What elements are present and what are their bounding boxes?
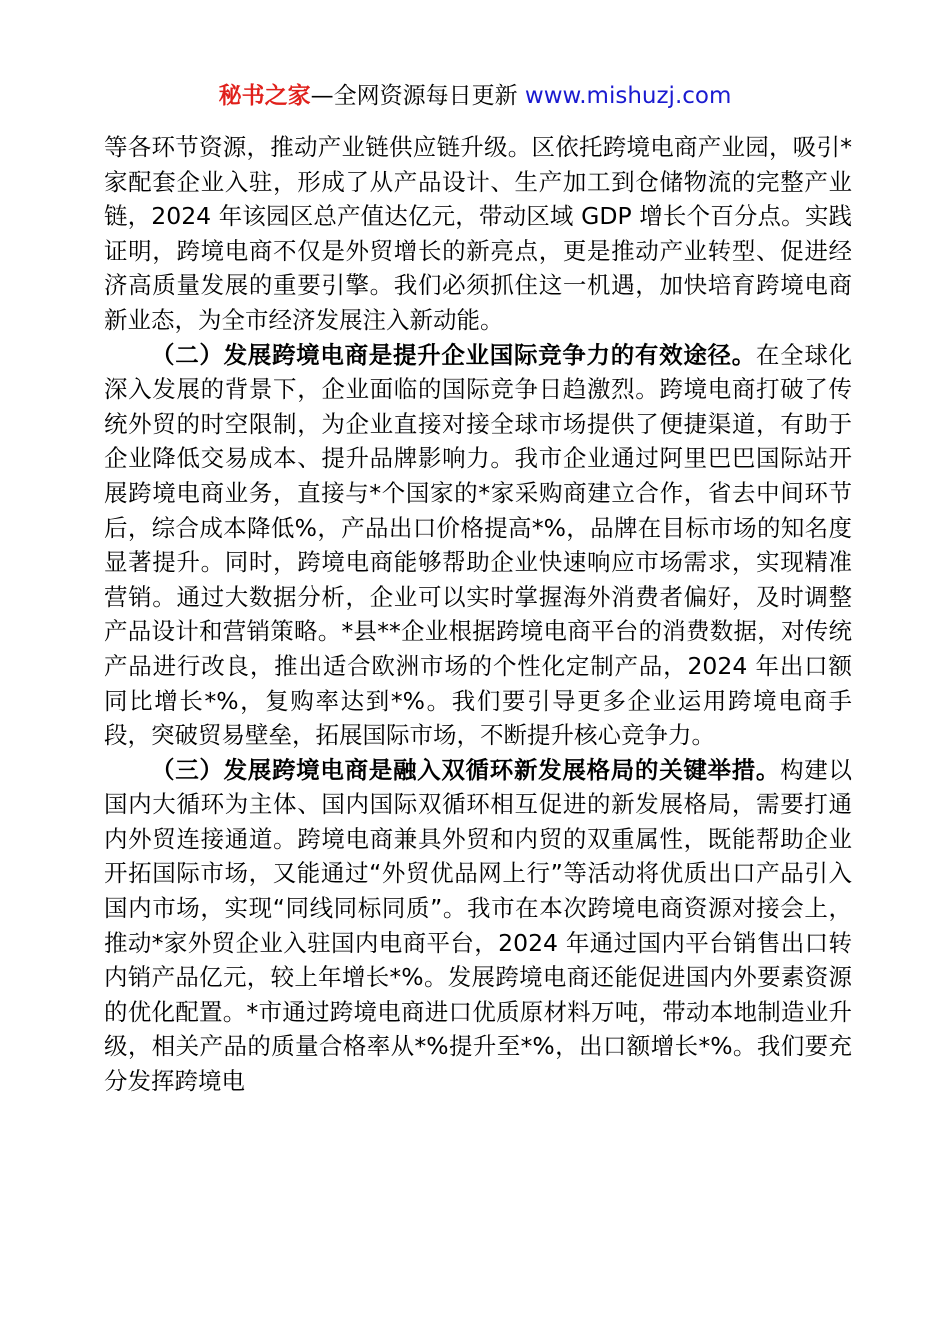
paragraph (104, 338, 852, 753)
site-url[interactable]: www.mishuzj.com (517, 83, 732, 109)
paragraph-text: 构建以国内大循环为主体、国内国际双循环相互促进的新发展格局，需要打通内外贸连接通道。跨境电商兼具外贸和内贸的双重属性，既能帮助企业开拓国际市场，又能通过“外贸优品网上行”等活动将优质出口产品引入国内市场，实现“同线同标同质”。我市在本次跨境电商资源对接会上，推动*家外贸企业入驻国内电商平台，2024 年通过国内平台销售出口转内销产品亿元，较上年增长*%。发展跨境电商还能促进国内外要素资源的优化配置。*市通过跨境电商进口优质原材料万吨，带动本地制造业升级，相关产品的质量合格率从*%提升至*%，出口额增长*%。我们要充分发挥跨境电 (104, 755, 853, 1096)
site-header (0, 78, 950, 114)
paragraph-text: 在全球化深入发展的背景下，企业面临的国际竞争日趋激烈。跨境电商打破了传统外贸的时空限制，为企业直接对接全球市场提供了便捷渠道，有助于企业降低交易成本、提升品牌影响力。我市企业通过阿里巴巴国际站开展跨境电商业务，直接与*个国家的*家采购商建立合作，省去中间环节后，综合成本降低%，产品出口价格提高*%，品牌在目标市场的知名度显著提升。同时，跨境电商能够帮助企业快速响应市场需求，实现精准营销。通过大数据分析，企业可以实时掌握海外消费者偏好，及时调整产品设计和营销策略。*县**企业根据跨境电商平台的消费数据，对传统产品进行改良，推出适合欧洲市场的个性化定制产品，2024 年出口额同比增长*%，复购率达到*%。我们要引导更多企业运用跨境电商手段，突破贸易壁垒，拓展国际市场，不断提升核心竞争力。 (104, 340, 853, 750)
paragraph (104, 130, 852, 338)
section-lead: （三）发展跨境电商是融入双循环新发展格局的关键举措。 (151, 755, 781, 784)
paragraph (104, 753, 852, 1099)
header-tagline: —全网资源每日更新 (310, 83, 518, 109)
brand-name: 秘书之家 (218, 83, 311, 109)
paragraph-text: 等各环节资源，推动产业链供应链升级。区依托跨境电商产业园，吸引*家配套企业入驻，形成了从产品设计、生产加工到仓储物流的完整产业链，2024 年该园区总产值达亿元，带动区域 GDP 增长个百分点。实践证明，跨境电商不仅是外贸增长的新亮点，更是推动产业转型、促进经济高质量发展的重要引擎。我们必须抓住这一机遇，加快培育跨境电商新业态，为全市经济发展注入新动能。 (104, 133, 852, 334)
document-body (104, 130, 852, 1099)
section-lead: （二）发展跨境电商是提升企业国际竞争力的有效途径。 (151, 340, 756, 369)
